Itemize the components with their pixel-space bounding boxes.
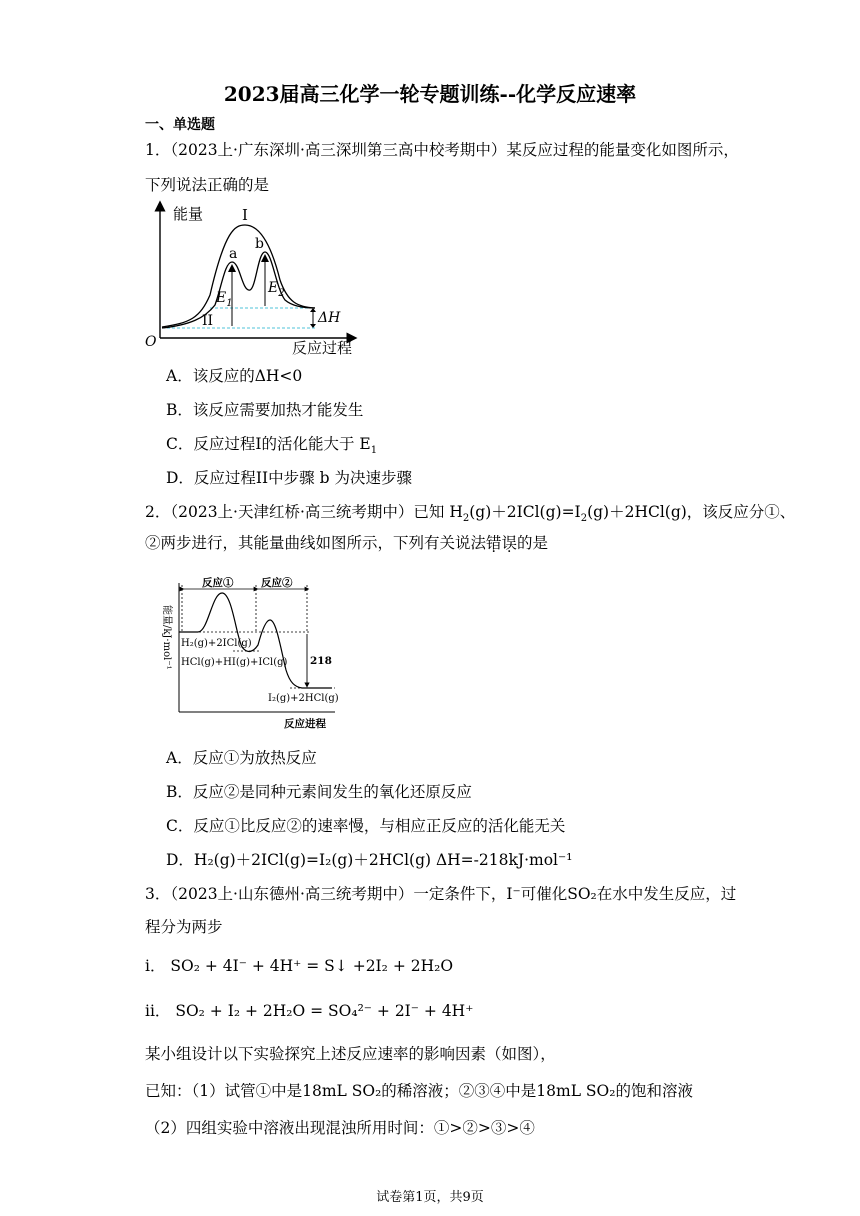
page-footer: 试卷第1页，共9页	[376, 1190, 484, 1205]
peak-a-label: a	[229, 246, 238, 262]
q3-line3: 某小组设计以下实验探究上述反应速率的影响因素（如图），	[145, 1045, 556, 1063]
q1-stem-line1: 1．（2023上·广东深圳·高三深圳第三高中校考期中）某反应过程的能量变化如图所示，	[145, 141, 739, 159]
curve-I-label: I	[242, 206, 248, 224]
y-axis-label: 能量/kJ·mol⁻¹	[161, 605, 172, 670]
e2-label: $E_2$	[268, 280, 285, 299]
state-intermediate: HCl(g)+HI(g)+ICl(g)	[181, 657, 288, 668]
curve-I	[162, 225, 315, 327]
q1-option-c: C．反应过程I的活化能大于 $E_1$	[166, 435, 378, 457]
q3-equation-i: i． SO₂ + 4I⁻ + 4H⁺ = S↓ +2I₂ + 2H₂O	[145, 957, 454, 975]
q1-energy-diagram	[140, 200, 370, 362]
peak-b-label: b	[255, 236, 264, 252]
x-axis-label: 反应过程	[292, 339, 353, 357]
q2-option-d: D．H₂(g)＋2ICl(g)=I₂(g)＋2HCl(g) ΔH=-218kJ·mol⁻¹	[166, 851, 573, 869]
step2-label: 反应②	[261, 577, 293, 589]
q2-stem-line2: ②两步进行，其能量曲线如图所示，下列有关说法错误的是	[145, 534, 549, 552]
q2-energy-diagram	[150, 575, 350, 733]
dh-label: ΔH	[318, 310, 341, 326]
q3-stem-line2: 程分为两步	[145, 918, 223, 936]
section-heading: 一、单选题	[145, 117, 215, 133]
q2-stem-line1: 2．（2023上·天津红桥·高三统考期中）已知 $H_2(g)+2ICl(g)=I_2(g)+2HCl(g)$，该反应分①、	[145, 503, 796, 525]
q1-option-b: B．该反应需要加热才能发生	[166, 401, 364, 419]
q1-option-a: A．该反应的ΔH<0	[166, 367, 303, 385]
q1-stem-line2: 下列说法正确的是	[145, 176, 270, 194]
delta-value: 218	[310, 655, 332, 667]
e1-label: $E_1$	[216, 290, 233, 309]
q1-option-d: D．反应过程II中步骤 b 为决速步骤	[166, 469, 412, 487]
x-axis-label: 反应进程	[284, 718, 326, 730]
q3-line4: 已知：（1）试管①中是18mL SO₂的稀溶液；②③④中是18mL SO₂的饱和溶液	[145, 1082, 693, 1100]
step1-label: 反应①	[202, 577, 234, 589]
q2-option-b: B．反应②是同种元素间发生的氧化还原反应	[166, 783, 472, 801]
state-products: I₂(g)+2HCl(g)	[268, 693, 339, 704]
q2-option-a: A．反应①为放热反应	[166, 749, 317, 767]
q3-line5: （2）四组实验中溶液出现混浊所用时间：①>②>③>④	[145, 1119, 535, 1137]
q3-equation-ii: ii． SO₂ + I₂ + 2H₂O = SO₄²⁻ + 2I⁻ + 4H⁺	[145, 1002, 474, 1020]
y-axis-label: 能量	[173, 205, 204, 223]
origin-label: O	[145, 334, 157, 350]
state-reactants: H₂(g)+2ICl(g)	[181, 638, 252, 649]
q2-option-c: C．反应①比反应②的速率慢，与相应正反应的活化能无关	[166, 817, 566, 835]
page-title: 2023届高三化学一轮专题训练--化学反应速率	[223, 82, 637, 106]
q3-stem-line1: 3．（2023上·山东德州·高三统考期中）一定条件下，I⁻可催化SO₂在水中发生反应，过	[145, 885, 737, 903]
curve-II-label: II	[202, 313, 214, 329]
curve-II	[162, 252, 315, 328]
